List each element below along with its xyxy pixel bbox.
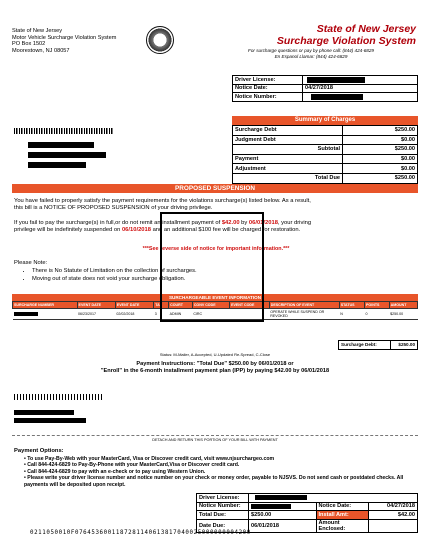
notice-date-value: 04/27/2018 (303, 84, 418, 93)
please-note-item: • Moving out of state does not void your surcharge obligation. (32, 276, 398, 284)
cell: $250.00 (389, 309, 417, 320)
stub-notice-date-value: 04/27/2018 (368, 502, 418, 511)
barcode-strip-icon (14, 394, 104, 400)
redaction (255, 495, 307, 500)
notice-number-value (303, 93, 418, 102)
col-header: STATUS (339, 302, 364, 309)
system-title: Surcharge Violation System (276, 35, 416, 47)
stub-amount-enclosed-label: Amount Enclosed: (316, 519, 368, 532)
scan-frame (160, 212, 264, 322)
payment-option: • Call 844-424-6829 to Pay-By-Phone with your MasterCard,Visa or Discover credit card. (24, 462, 414, 468)
proposed-suspension-banner: PROPOSED SUSPENSION (12, 184, 418, 193)
surcharge-debt-box (338, 340, 418, 350)
surcharge-debt-label: Surcharge Debt: (339, 341, 391, 350)
summary-label: Total Due (233, 173, 343, 183)
installment-date: 06/01/2018 (248, 220, 278, 226)
stub-date-due-value: 06/01/2018 (249, 519, 317, 532)
driver-license-value (303, 76, 418, 85)
col-header: AMOUNT (389, 302, 417, 309)
proposed-text: privilege will be indefinitely suspended on (14, 227, 122, 234)
summary-value: $0.00 (343, 154, 418, 164)
stub-notice-date-label: Notice Date: (316, 502, 368, 511)
redaction (14, 418, 86, 423)
summary-label: Payment (233, 154, 343, 164)
sender-line-3: PO Box 1502 (12, 41, 46, 48)
notice-date-label: Notice Date: (233, 84, 303, 93)
summary-value: $0.00 (343, 135, 418, 145)
please-note-item: • There is No Statute of Limitation on the collection of surcharges. (32, 268, 398, 276)
summary-title: Summary of Charges (232, 116, 418, 125)
payment-instructions (12, 361, 418, 375)
col-header: DESCRIPTION OF EVENT (269, 302, 339, 309)
proposed-text: by (239, 220, 249, 226)
cell: N (339, 309, 364, 320)
summary-label: Judgment Debt (233, 135, 343, 145)
cell: 02/02/2018 (115, 309, 153, 320)
phone-line-2: En Espanol Llamar: (844) 424-6829 (274, 53, 348, 59)
sender-address (12, 28, 116, 54)
stub-install-value: $42.00 (368, 511, 418, 520)
cell (13, 309, 78, 320)
summary-label: Subtotal (233, 145, 343, 155)
col-header: EVENT DATE (115, 302, 153, 309)
recipient-name-redaction (28, 142, 94, 148)
stub-install-label: Install Amt: (316, 511, 368, 520)
account-info-table (232, 75, 418, 102)
payment-options-list (14, 456, 414, 488)
event-table-title: SURCHARGEABLE EVENT INFORMATION (12, 294, 418, 301)
stub-total-due-label: Total Due: (197, 511, 249, 520)
payment-option: • To use Pay-By-Web with your MasterCard, Visa or Discover credit card, visit www.njsurchargeo.com (24, 456, 414, 462)
installment-amount: $42.00 (221, 220, 240, 226)
sender-line-4: Moorestown, NJ 08057 (12, 47, 70, 54)
cell: 06/23/2017 (77, 309, 115, 320)
proposed-text-line: You have failed to properly satisfy the payment requirements for the violations surcharge(s) listed below. As a result, (14, 198, 311, 204)
stub-driver-license-value (249, 494, 418, 503)
proposed-text: and an additional $100 fee will be charged for restoration. (150, 227, 301, 234)
cell: 0 (365, 309, 390, 320)
col-header: TAX (154, 302, 169, 309)
col-header: COURT (169, 302, 193, 309)
stub-notice-number-label: Notice Number: (197, 502, 249, 511)
col-header: CONV CODE (192, 302, 229, 309)
col-header: EVENT CODE (230, 302, 270, 309)
driver-license-label: Driver License: (233, 76, 303, 85)
summary-value: $250.00 (343, 173, 418, 183)
postal-barcode-icon (14, 128, 114, 134)
recipient-address-redaction (28, 152, 106, 158)
col-header: EVENT DATE (77, 302, 115, 309)
state-seal-icon (146, 26, 174, 54)
scan-line: 0211050010F0764536001187281140613817040025000000004200 (30, 530, 251, 536)
payment-stub-table (196, 493, 418, 533)
redaction (14, 312, 38, 316)
summary-value: $250.00 (343, 145, 418, 155)
please-note-label: Please Note: (14, 260, 48, 266)
cell: OPERATE WHILE SUSPEND OR REVOKED (269, 309, 339, 320)
surcharge-debt-value: $250.00 (390, 341, 417, 350)
status-footnote: Status: M-Mailer, A-Accepted, U-Updated Re-Spread, C-Close (159, 352, 271, 357)
proposed-text: , your driving (277, 220, 312, 226)
cell: ADMIN (169, 309, 193, 320)
col-header: SURCHARGE NUMBER (13, 302, 78, 309)
summary-label: Adjustment (233, 164, 343, 174)
proposed-text-line: this bill is a NOTICE OF PROPOSED SUSPENSION of your driving privilege. (14, 205, 213, 212)
detach-line (12, 435, 418, 436)
redaction (307, 77, 365, 83)
summary-table (232, 125, 418, 184)
sender-line-2: Motor Vehicle Surcharge Violation System (12, 34, 117, 41)
redaction (311, 94, 363, 100)
state-title: State of New Jersey (316, 23, 416, 35)
instruction-line: Payment Instructions: "Total Due" $250.00 by 06/01/2018 or (136, 361, 294, 367)
recipient-city-redaction (28, 162, 86, 168)
stub-date-due-label: Date Due: (197, 519, 249, 532)
redaction (251, 504, 291, 509)
phone-line-1: For surcharge questions or pay by phone call: (844) 424-6829 (248, 48, 374, 53)
payment-option: • Call 844-424-6829 to pay with an e-check or to pay using Western Union. (24, 469, 414, 475)
notice-number-label: Notice Number: (233, 93, 303, 102)
detach-note: DETACH AND RETURN THIS PORTION OF YOUR BILL WITH PAYMENT (152, 438, 278, 442)
summary-value: $250.00 (343, 126, 418, 136)
cell: 3 (154, 309, 169, 320)
reverse-side-note: ***See reverse side of notice for important information.*** (142, 246, 290, 252)
proposed-paragraph-1 (14, 198, 420, 212)
stub-notice-number-value (249, 502, 317, 511)
suspension-date: 06/10/2018 (121, 227, 151, 234)
payment-options-title: Payment Options: (14, 448, 64, 454)
instruction-line: "Enroll" in the 6-month installment payment plan (IPP) by paying $42.00 by 06/01/2018 (100, 368, 330, 374)
sender-line-1: State of New Jersey (12, 28, 63, 34)
payment-option: • Please write your driver license number and notice number on your check or money order, payable to NJSVS. Do not send cash or postdated checks. All payments will be deposited upon receipt. (24, 475, 414, 488)
redaction (14, 410, 74, 415)
summary-value: $0.00 (343, 164, 418, 174)
phone-info (206, 48, 416, 59)
summary-label: Surcharge Debt (233, 126, 343, 136)
stub-driver-license-label: Driver License: (197, 494, 249, 503)
cell: CIRC (192, 309, 229, 320)
stub-total-due-value: $250.00 (249, 511, 317, 520)
proposed-text: If you fail to pay the surcharge(s) in full,or do not remit an installment payment of (14, 220, 222, 226)
col-header: POINTS (365, 302, 390, 309)
